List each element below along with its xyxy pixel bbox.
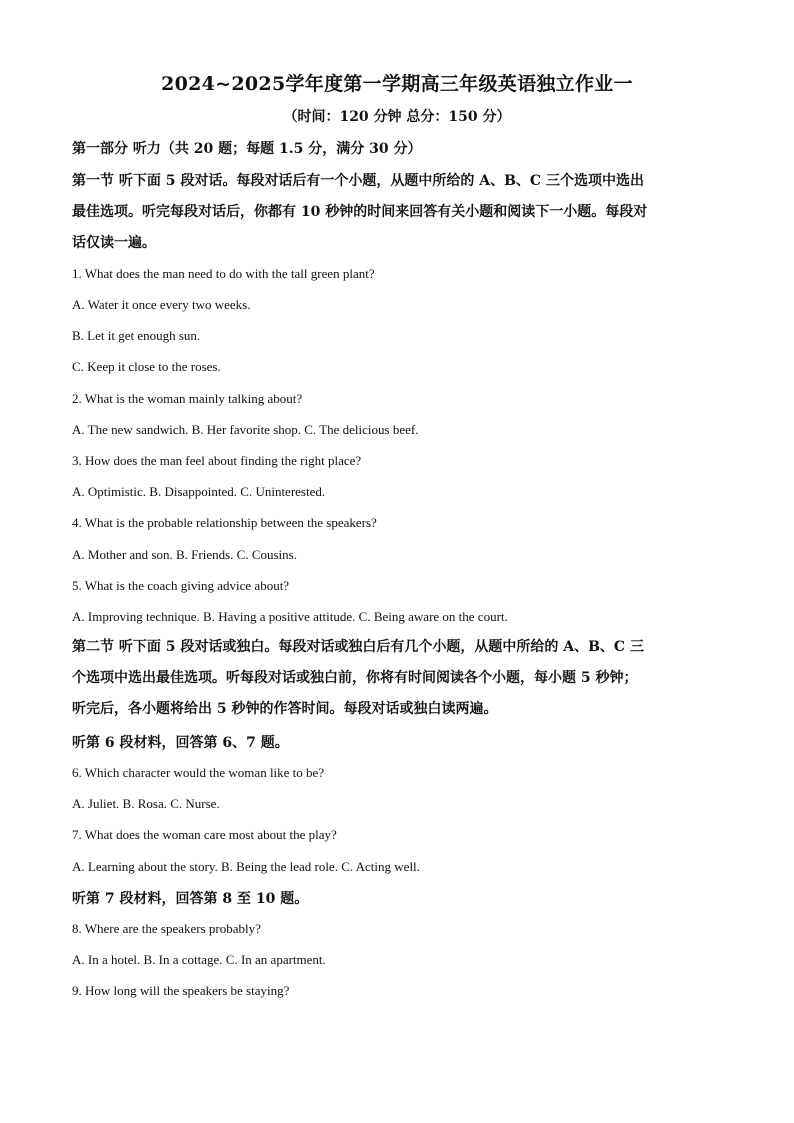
exam-time-info: （时间：120 分钟 总分：150 分） [283,109,511,125]
instruction-line: 第一节 听下面 5 段对话。每段对话后有一个小题，从题中所给的 A、B、C 三个选项中选出 [72,173,644,189]
instruction-line: 听完后，各小题将给出 5 秒钟的作答时间。每段对话或独白读两遍。 [72,701,498,717]
answer-options: A. Improving technique. B. Having a positive attitude. C. Being aware on the court. [72,609,508,624]
question-text: 7. What does the woman care most about the play? [72,827,337,842]
instruction-line: 最佳选项。听完每段对话后，你都有 10 秒钟的时间来回答有关小题和阅读下一小题。每段对 [72,204,648,220]
answer-options: A. Optimistic. B. Disappointed. C. Uninterested. [72,484,326,499]
question-text: 6. Which character would the woman like to be? [72,765,325,780]
instruction-line: 话仅读一遍。 [72,235,156,251]
question-text: 4. What is the probable relationship between the speakers? [72,515,377,530]
answer-options: A. In a hotel. B. In a cottage. C. In an apartment. [72,952,326,967]
answer-options: A. Juliet. B. Rosa. C. Nurse. [72,796,220,811]
part-heading: 第一部分 听力（共 20 题；每题 1.5 分，满分 30 分） [72,141,422,157]
answer-options: A. The new sandwich. B. Her favorite shop. C. The delicious beef. [72,422,419,437]
material-heading: 听第 6 段材料，回答第 6、7 题。 [72,735,289,751]
answer-option: B. Let it get enough sun. [72,328,201,343]
answer-options: A. Mother and son. B. Friends. C. Cousins. [72,547,297,562]
question-text: 8. Where are the speakers probably? [72,921,261,936]
question-text: 2. What is the woman mainly talking about? [72,391,303,406]
instruction-line: 个选项中选出最佳选项。听每段对话或独白前，你将有时间阅读各个小题，每小题 5 秒钟； [72,670,638,686]
question-text: 3. How does the man feel about finding the right place? [72,453,362,468]
page-title: 2024~2025学年度第一学期高三年级英语独立作业一 [161,73,633,95]
answer-option: A. Water it once every two weeks. [72,297,251,312]
question-text: 5. What is the coach giving advice about? [72,578,290,593]
question-text: 1. What does the man need to do with the tall green plant? [72,266,375,281]
question-text: 9. How long will the speakers be staying? [72,983,290,998]
answer-options: A. Learning about the story. B. Being the lead role. C. Acting well. [72,859,420,874]
instruction-line: 第二节 听下面 5 段对话或独白。每段对话或独白后有几个小题，从题中所给的 A、B、C 三 [72,639,644,655]
material-heading: 听第 7 段材料，回答第 8 至 10 题。 [72,891,309,907]
section1-instructions [72,166,727,259]
answer-option: C. Keep it close to the roses. [72,359,221,374]
section2-instructions [72,632,727,725]
